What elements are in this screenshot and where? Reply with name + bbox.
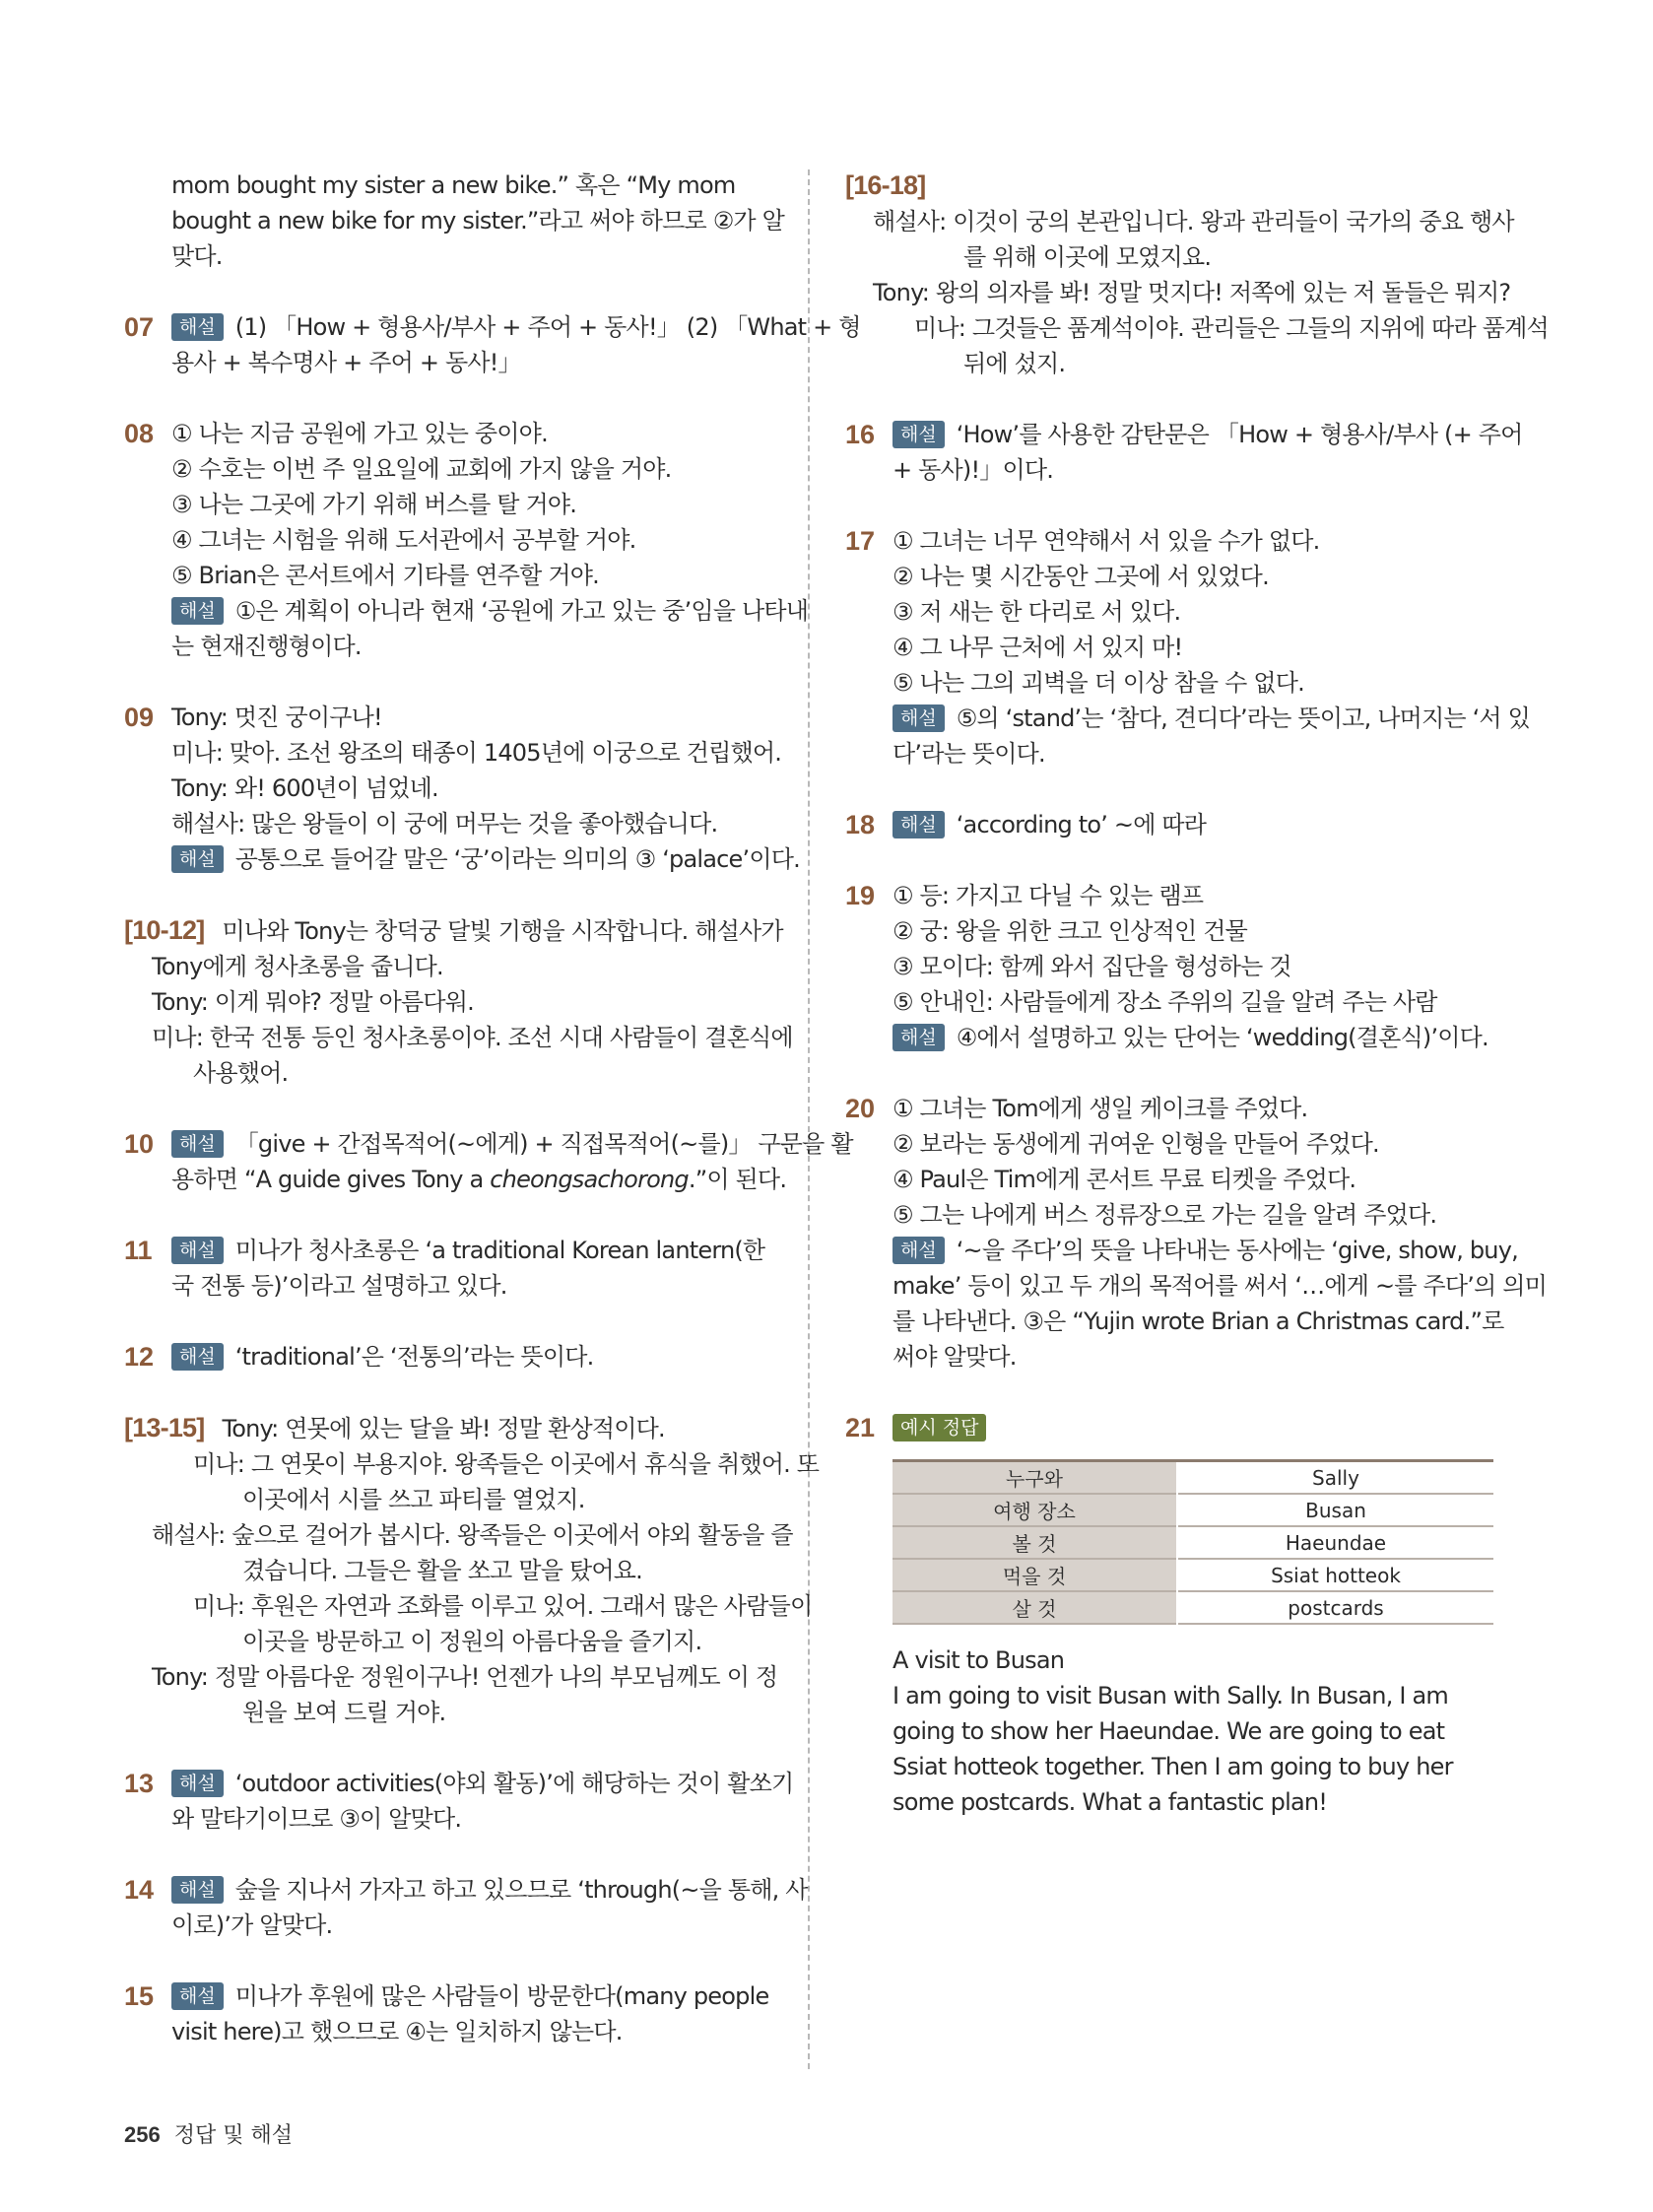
explanation-text: 숲을 지나서 가자고 하고 있으므로 ‘through(~을 통해, 사 (234, 1876, 808, 1904)
dialogue-line: 겼습니다. 그들은 활을 쏘고 말을 탔어요. (242, 1557, 642, 1584)
column-divider (808, 169, 810, 2069)
list-item: ① 나는 지금 공원에 가고 있는 중이야. (171, 420, 548, 447)
explanation-badge: 해설 (171, 1343, 224, 1371)
list-item: ① 그녀는 Tom에게 생일 케이크를 주었다. (893, 1095, 1308, 1122)
list-item: ② 궁: 왕을 위한 크고 인상적인 건물 (893, 917, 1247, 945)
section-16-18 (845, 168, 1549, 381)
explanation-text: visit here)고 했으므로 ④는 일치하지 않는다. (171, 2018, 623, 2045)
list-item: ① 등: 가지고 다닐 수 있는 램프 (893, 882, 1204, 909)
list-item: ③ 저 새는 한 다리로 서 있다. (893, 598, 1181, 626)
table-row (893, 1591, 1493, 1624)
list-item: ① 그녀는 너무 연약해서 서 있을 수가 없다. (893, 527, 1320, 555)
explanation-text: ⑤의 ‘stand’는 ‘참다, 견디다’라는 뜻이고, 나머지는 ‘서 있 (956, 704, 1531, 732)
explanation-text: 를 나타낸다. ③은 “Yujin wrote Brian a Christmas card.”로 (893, 1307, 1504, 1335)
answer-10 (124, 1126, 853, 1197)
explanation-text: ‘outdoor activities(야외 활동)’에 해당하는 것이 활쏘기 (234, 1770, 794, 1797)
question-number: 10 (124, 1129, 155, 1159)
list-item: ⑤ Brian은 콘서트에서 기타를 연주할 거야. (171, 562, 599, 589)
table-cell: Ssiat hotteok (1271, 1563, 1401, 1587)
explanation-text: ‘traditional’은 ‘전통의’라는 뜻이다. (234, 1343, 594, 1371)
dialogue-line: 미나: 그것들은 품계석이야. 관리들은 그들의 지위에 따라 품계석 (914, 314, 1549, 342)
section-label: [10-12] (124, 915, 205, 945)
explanation-badge: 해설 (893, 1237, 945, 1264)
answer-16 (845, 417, 1523, 488)
dialogue-line: 미나: 후원은 자연과 조화를 이루고 있어. 그래서 많은 사람들이 (193, 1592, 813, 1620)
dialogue-line: Tony: 와! 600년이 넘었네. (171, 774, 438, 802)
table-header-cell: 볼 것 (893, 1526, 1177, 1559)
explanation-text: (1) 「How + 형용사/부사 + 주어 + 동사!」 (2) 「What + 형 (234, 313, 861, 341)
answer-text: going to show her Haeundae. We are going to eat (893, 1717, 1445, 1745)
table-cell: Busan (1305, 1498, 1366, 1522)
explanation-badge: 해설 (171, 1770, 224, 1797)
list-item: ④ 그 나무 근처에 서 있지 마! (893, 634, 1183, 661)
page-number: 256 (124, 2122, 161, 2147)
question-number: 15 (124, 1981, 155, 2011)
explanation-text: ‘~을 주다’의 뜻을 나타내는 동사에는 ‘give, show, buy, (956, 1237, 1518, 1264)
answer-20 (845, 1091, 1548, 1374)
table-row (893, 1494, 1493, 1526)
list-item: ② 나는 몇 시간동안 그곳에 서 있었다. (893, 563, 1269, 590)
list-item: ⑤ 안내인: 사람들에게 장소 주위의 길을 알려 주는 사람 (893, 988, 1437, 1016)
explanation-text: + 동사)!」이다. (893, 456, 1054, 484)
question-number: 20 (845, 1094, 876, 1123)
question-number: 18 (845, 810, 876, 839)
dialogue-line: 미나: 한국 전통 등인 청사초롱이야. 조선 시대 사람들이 결혼식에 (152, 1024, 793, 1051)
explanation-badge: 해설 (171, 845, 224, 873)
table-cell: postcards (1288, 1595, 1384, 1620)
list-item: ④ Paul은 Tim에게 콘서트 무료 티켓을 주었다. (893, 1166, 1356, 1193)
answer-07 (124, 309, 861, 380)
answer-18 (845, 807, 1497, 842)
table-header-cell: 여행 장소 (893, 1494, 1177, 1526)
explanation-badge: 해설 (893, 421, 945, 448)
section-13-15 (124, 1410, 820, 1730)
text-line: mom bought my sister a new bike.” 혹은 “My mom (171, 171, 736, 199)
list-item: ⑤ 그는 나에게 버스 정류장으로 가는 길을 알려 주었다. (893, 1201, 1437, 1229)
explanation-text: 와 말타기이므로 ③이 알맞다. (171, 1805, 462, 1833)
explanation-badge: 해설 (171, 597, 224, 625)
table-header-cell: 살 것 (893, 1591, 1177, 1624)
table-row (893, 1526, 1493, 1559)
continued-answer (124, 168, 785, 274)
answer-19 (845, 878, 1497, 1055)
explanation-text: 다’라는 뜻이다. (893, 740, 1045, 768)
page-footer (124, 2118, 293, 2149)
question-number: 14 (124, 1875, 155, 1905)
table-header-cell: 먹을 것 (893, 1559, 1177, 1591)
explanation-badge: 해설 (893, 811, 945, 838)
right-column (845, 168, 1549, 1855)
table-cell: Sally (1312, 1465, 1359, 1490)
answer-13 (124, 1766, 794, 1837)
explanation-text: 는 현재진행형이다. (171, 633, 362, 660)
answer-title: A visit to Busan (893, 1646, 1065, 1674)
question-number: 11 (124, 1236, 153, 1265)
explanation-text: .”이 된다. (688, 1166, 787, 1193)
explanation-text: make’ 등이 있고 두 개의 목적어를 써서 ‘…에게 ~를 주다’의 의미 (893, 1272, 1548, 1300)
question-number: 07 (124, 312, 155, 342)
dialogue-line: Tony: 멋진 궁이구나! (171, 704, 382, 731)
explanation-text: 용하면 “A guide gives Tony a (171, 1166, 491, 1193)
section-10-12 (124, 912, 793, 1091)
dialogue-line: 를 위해 이곳에 모였지요. (963, 243, 1212, 271)
dialogue-line: 해설사: 숲으로 걸어가 봅시다. 왕족들은 이곳에서 야외 활동을 즐 (152, 1521, 793, 1549)
list-item: ③ 모이다: 함께 와서 집단을 형성하는 것 (893, 953, 1291, 980)
footer-title: 정답 및 해설 (173, 2123, 293, 2148)
dialogue-line: 미나: 맞아. 조선 왕조의 태종이 1405년에 이궁으로 건립했어. (171, 739, 782, 767)
answer-11 (124, 1233, 772, 1304)
question-number: 13 (124, 1769, 155, 1798)
dialogue-line: 이곳을 방문하고 이 정원의 아름다움을 즐기지. (242, 1628, 702, 1655)
list-item: ④ 그녀는 시험을 위해 도서관에서 공부할 거야. (171, 526, 636, 554)
question-number: 16 (845, 420, 876, 449)
explanation-text: 국 전통 등)’이라고 설명하고 있다. (171, 1272, 507, 1300)
answer-21 (845, 1410, 1497, 1820)
dialogue-line: 해설사: 이것이 궁의 본관입니다. 왕과 관리들이 국가의 중요 행사 (873, 208, 1514, 235)
answer-15 (124, 1978, 772, 2049)
explanation-text: 용사 + 복수명사 + 주어 + 동사!」 (171, 349, 521, 376)
dialogue-line: 해설사: 많은 왕들이 이 궁에 머무는 것을 좋아했습니다. (171, 810, 718, 838)
explanation-badge: 해설 (893, 1024, 945, 1051)
explanation-badge: 해설 (171, 1237, 224, 1264)
section-text: Tony에게 청사초롱을 줍니다. (152, 953, 443, 980)
explanation-badge: 해설 (171, 313, 224, 341)
dialogue-line: 뒤에 섰지. (963, 350, 1066, 377)
question-number: 09 (124, 703, 155, 732)
explanation-text: 「give + 간접목적어(~에게) + 직접목적어(~를)」 구문을 활 (234, 1130, 853, 1158)
answer-17 (845, 523, 1531, 771)
answer-12 (124, 1339, 772, 1374)
explanation-text: 써야 알맞다. (893, 1343, 1017, 1371)
section-text: 미나와 Tony는 창덕궁 달빛 기행을 시작합니다. 해설사가 (222, 917, 783, 945)
italic-term: cheongsachorong (490, 1166, 689, 1193)
dialogue-line: 사용했어. (193, 1059, 289, 1087)
explanation-text: ④에서 설명하고 있는 단어는 ‘wedding(결혼식)’이다. (956, 1024, 1488, 1051)
text-line: 맞다. (171, 242, 223, 270)
answer-text: I am going to visit Busan with Sally. In Busan, I am (893, 1682, 1448, 1709)
explanation-text: 미나가 후원에 많은 사람들이 방문한다(many people (234, 1982, 769, 2010)
explanation-text: 미나가 청사초롱은 ‘a traditional Korean lantern(한 (234, 1237, 765, 1264)
dialogue-line: Tony: 연못에 있는 달을 봐! 정말 환상적이다. (222, 1415, 665, 1442)
table-header-cell: 누구와 (893, 1461, 1177, 1495)
question-number: 21 (845, 1413, 876, 1442)
answer-09 (124, 700, 800, 877)
dialogue-line: 원을 보여 드릴 거야. (242, 1699, 446, 1726)
explanation-badge: 해설 (893, 704, 945, 732)
answer-text: some postcards. What a fantastic plan! (893, 1788, 1328, 1816)
list-item: ② 수호는 이번 주 일요일에 교회에 가지 않을 거야. (171, 455, 672, 483)
plan-table (893, 1459, 1493, 1625)
question-number: 19 (845, 881, 876, 910)
dialogue-line: Tony: 정말 아름다운 정원이구나! 언젠가 나의 부모님께도 이 정 (152, 1663, 778, 1691)
text-line: bought a new bike for my sister.”라고 써야 하므로 ②가 알 (171, 207, 785, 235)
answer-14 (124, 1872, 808, 1943)
section-label: [16-18] (845, 170, 926, 200)
question-number: 17 (845, 526, 876, 556)
question-number: 12 (124, 1342, 155, 1372)
explanation-text: 공통으로 들어갈 말은 ‘궁’이라는 의미의 ③ ‘palace’이다. (234, 845, 800, 873)
table-row (893, 1461, 1493, 1495)
list-item: ② 보라는 동생에게 귀여운 인형을 만들어 주었다. (893, 1130, 1379, 1158)
explanation-badge: 해설 (171, 1982, 224, 2010)
explanation-text: ①은 계획이 아니라 현재 ‘공원에 가고 있는 중’임을 나타내 (234, 597, 809, 625)
list-item: ⑤ 나는 그의 괴벽을 더 이상 참을 수 없다. (893, 669, 1304, 697)
list-item: ③ 나는 그곳에 가기 위해 버스를 탈 거야. (171, 491, 577, 518)
table-cell: Haeundae (1285, 1530, 1387, 1555)
dialogue-line: Tony: 이게 뭐야? 정말 아름다워. (152, 988, 474, 1016)
explanation-text: ‘according to’ ~에 따라 (956, 811, 1207, 838)
example-answer-badge: 예시 정답 (893, 1414, 986, 1441)
table-row (893, 1559, 1493, 1591)
explanation-badge: 해설 (171, 1876, 224, 1904)
answer-text: Ssiat hotteok together. Then I am going to buy her (893, 1753, 1453, 1780)
question-number: 08 (124, 419, 155, 448)
dialogue-line: 이곳에서 시를 쓰고 파티를 열었지. (242, 1486, 585, 1513)
explanation-text: ‘How’를 사용한 감탄문은 「How + 형용사/부사 (+ 주어 (956, 421, 1523, 448)
section-label: [13-15] (124, 1413, 205, 1442)
dialogue-line: 미나: 그 연못이 부용지야. 왕족들은 이곳에서 휴식을 취했어. 또 (193, 1450, 820, 1478)
answer-08 (124, 416, 809, 664)
explanation-badge: 해설 (171, 1130, 224, 1158)
dialogue-line: Tony: 왕의 의자를 봐! 정말 멋지다! 저쪽에 있는 저 돌들은 뭐지? (873, 279, 1511, 306)
explanation-text: 이로)’가 알맞다. (171, 1911, 333, 1939)
